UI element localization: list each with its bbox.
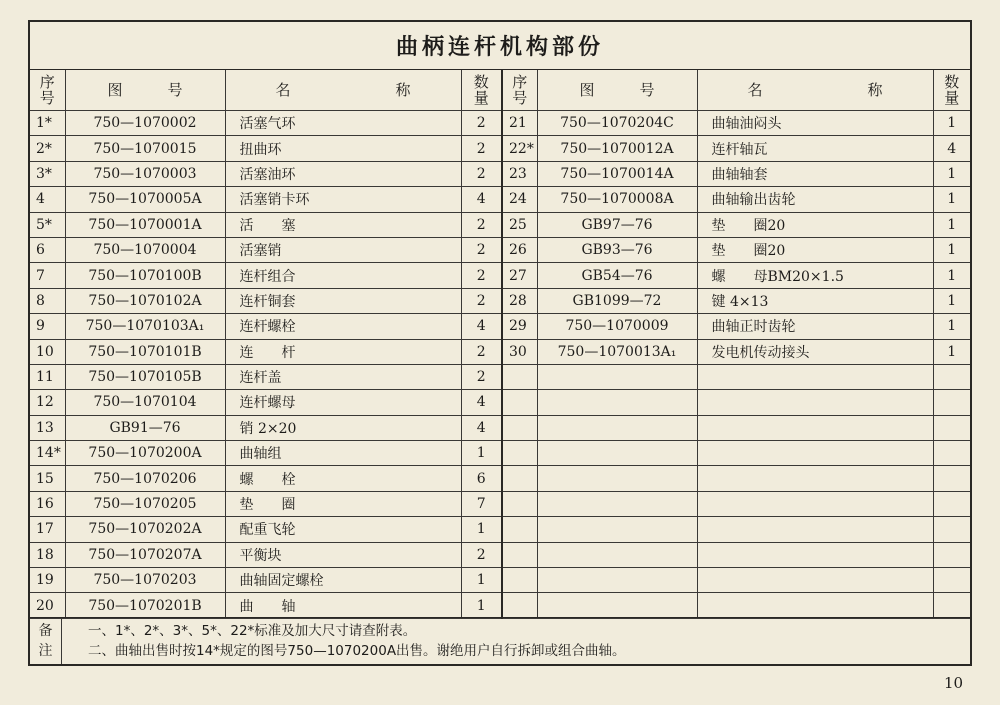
row-seq: 28: [502, 288, 537, 313]
row-qty: [933, 466, 970, 491]
row-seq: [502, 364, 537, 389]
row-name: 曲轴轴套: [697, 161, 933, 186]
row-seq: [502, 415, 537, 440]
table-header-row: [30, 70, 970, 111]
row-qty: 6: [461, 466, 502, 491]
row-drawing-no: 750—1070005A: [65, 187, 225, 212]
row-drawing-no: 750—1070012A: [537, 136, 697, 161]
header-drawing-no: 图 号: [65, 70, 225, 111]
row-drawing-no: 750—1070207A: [65, 542, 225, 567]
header-name: 名 称: [225, 70, 461, 111]
row-name: [697, 364, 933, 389]
row-drawing-no: 750—1070003: [65, 161, 225, 186]
row-qty: [933, 517, 970, 542]
table-row: [30, 161, 970, 186]
row-drawing-no: [537, 568, 697, 593]
row-seq: [502, 466, 537, 491]
header-seq: 序 号: [502, 70, 537, 111]
row-seq: [502, 491, 537, 516]
parts-table: [30, 70, 970, 619]
row-drawing-no: 750—1070004: [65, 237, 225, 262]
row-drawing-no: 750—1070100B: [65, 263, 225, 288]
row-seq: 30: [502, 339, 537, 364]
page-title: 曲柄连杆机构部份: [30, 22, 970, 70]
header-qty: 数 量: [933, 70, 970, 111]
table-row: [30, 339, 970, 364]
row-name: 平衡块: [225, 542, 461, 567]
row-seq: 2*: [30, 136, 65, 161]
row-qty: 1: [933, 237, 970, 262]
row-seq: 14*: [30, 441, 65, 466]
row-qty: 2: [461, 263, 502, 288]
row-qty: 4: [461, 187, 502, 212]
row-name: [697, 390, 933, 415]
row-seq: 1*: [30, 111, 65, 136]
header-name: 名 称: [697, 70, 933, 111]
row-name: 发电机传动接头: [697, 339, 933, 364]
remarks: [30, 617, 970, 664]
row-drawing-no: 750—1070202A: [65, 517, 225, 542]
row-drawing-no: 750—1070201B: [65, 593, 225, 618]
row-name: 扭曲环: [225, 136, 461, 161]
row-seq: 3*: [30, 161, 65, 186]
row-qty: 4: [461, 415, 502, 440]
row-name: [697, 517, 933, 542]
row-seq: 13: [30, 415, 65, 440]
row-name: 连杆铜套: [225, 288, 461, 313]
row-drawing-no: [537, 390, 697, 415]
row-qty: [933, 542, 970, 567]
row-seq: 5*: [30, 212, 65, 237]
row-name: 销 2×20: [225, 415, 461, 440]
row-drawing-no: 750—1070205: [65, 491, 225, 516]
row-name: 垫 圈: [225, 491, 461, 516]
row-qty: 4: [933, 136, 970, 161]
row-qty: [933, 364, 970, 389]
row-qty: 2: [461, 111, 502, 136]
row-qty: 2: [461, 542, 502, 567]
row-qty: 1: [933, 263, 970, 288]
table-row: [30, 263, 970, 288]
row-qty: 2: [461, 161, 502, 186]
table-row: [30, 237, 970, 262]
row-seq: 8: [30, 288, 65, 313]
row-qty: 1: [933, 187, 970, 212]
row-seq: 26: [502, 237, 537, 262]
row-qty: 1: [933, 161, 970, 186]
row-seq: 12: [30, 390, 65, 415]
row-seq: 25: [502, 212, 537, 237]
row-drawing-no: 750—1070103A₁: [65, 314, 225, 339]
remarks-body: [62, 618, 626, 664]
row-seq: 7: [30, 263, 65, 288]
row-qty: 2: [461, 136, 502, 161]
row-qty: 2: [461, 237, 502, 262]
row-drawing-no: GB91—76: [65, 415, 225, 440]
row-name: 键 4×13: [697, 288, 933, 313]
row-qty: [933, 491, 970, 516]
row-seq: [502, 542, 537, 567]
table-row: [30, 111, 970, 136]
row-drawing-no: GB93—76: [537, 237, 697, 262]
row-name: 曲轴油闷头: [697, 111, 933, 136]
row-drawing-no: 750—1070200A: [65, 441, 225, 466]
row-name: 曲轴组: [225, 441, 461, 466]
remarks-label: 备 注: [30, 618, 62, 664]
row-drawing-no: GB97—76: [537, 212, 697, 237]
row-qty: 2: [461, 212, 502, 237]
row-seq: 9: [30, 314, 65, 339]
row-qty: 1: [461, 517, 502, 542]
row-qty: 2: [461, 364, 502, 389]
row-drawing-no: GB1099—72: [537, 288, 697, 313]
row-qty: [933, 415, 970, 440]
table-row: [30, 212, 970, 237]
row-qty: [933, 593, 970, 618]
table-row: [30, 542, 970, 567]
row-name: [697, 441, 933, 466]
row-qty: 1: [933, 288, 970, 313]
row-qty: 4: [461, 390, 502, 415]
row-seq: 27: [502, 263, 537, 288]
row-qty: 1: [933, 111, 970, 136]
row-name: 连杆螺栓: [225, 314, 461, 339]
table-row: [30, 415, 970, 440]
row-name: 活塞气环: [225, 111, 461, 136]
row-seq: 11: [30, 364, 65, 389]
row-qty: [933, 568, 970, 593]
row-drawing-no: 750—1070204C: [537, 111, 697, 136]
row-drawing-no: 750—1070008A: [537, 187, 697, 212]
remark-line: 一、1*、2*、3*、5*、22*标准及加大尺寸请查附表。: [88, 623, 417, 639]
row-seq: 10: [30, 339, 65, 364]
row-qty: 2: [461, 288, 502, 313]
row-name: 曲轴固定螺栓: [225, 568, 461, 593]
row-name: 活塞销卡环: [225, 187, 461, 212]
row-drawing-no: GB54—76: [537, 263, 697, 288]
row-qty: 1: [933, 314, 970, 339]
row-drawing-no: 750—1070102A: [65, 288, 225, 313]
row-drawing-no: 750—1070101B: [65, 339, 225, 364]
row-name: 曲轴输出齿轮: [697, 187, 933, 212]
row-name: 垫 圈20: [697, 212, 933, 237]
row-name: 连杆组合: [225, 263, 461, 288]
row-name: 连杆螺母: [225, 390, 461, 415]
row-seq: 22*: [502, 136, 537, 161]
row-seq: 21: [502, 111, 537, 136]
row-seq: 15: [30, 466, 65, 491]
row-qty: 1: [933, 212, 970, 237]
row-drawing-no: 750—1070206: [65, 466, 225, 491]
row-drawing-no: 750—1070104: [65, 390, 225, 415]
remark-line: 二、曲轴出售时按14*规定的图号750—1070200A出售。谢绝用户自行拆卸或组合曲轴。: [88, 643, 626, 659]
row-name: 活塞销: [225, 237, 461, 262]
row-seq: [502, 517, 537, 542]
table-row: [30, 288, 970, 313]
row-name: [697, 568, 933, 593]
row-seq: 16: [30, 491, 65, 516]
row-qty: 1: [461, 441, 502, 466]
row-drawing-no: 750—1070013A₁: [537, 339, 697, 364]
row-seq: 4: [30, 187, 65, 212]
row-seq: [502, 568, 537, 593]
row-name: 垫 圈20: [697, 237, 933, 262]
row-drawing-no: [537, 364, 697, 389]
row-seq: 19: [30, 568, 65, 593]
row-qty: 1: [461, 568, 502, 593]
row-name: 活 塞: [225, 212, 461, 237]
row-drawing-no: 750—1070009: [537, 314, 697, 339]
row-qty: [933, 441, 970, 466]
row-qty: 2: [461, 339, 502, 364]
row-drawing-no: 750—1070015: [65, 136, 225, 161]
row-drawing-no: [537, 542, 697, 567]
header-seq: 序 号: [30, 70, 65, 111]
row-drawing-no: [537, 593, 697, 618]
row-drawing-no: 750—1070002: [65, 111, 225, 136]
row-seq: 29: [502, 314, 537, 339]
table-row: [30, 364, 970, 389]
table-row: [30, 491, 970, 516]
row-name: [697, 466, 933, 491]
header-drawing-no: 图 号: [537, 70, 697, 111]
row-name: [697, 491, 933, 516]
row-drawing-no: [537, 491, 697, 516]
row-qty: [933, 390, 970, 415]
row-qty: 1: [461, 593, 502, 618]
row-drawing-no: [537, 466, 697, 491]
row-name: [697, 542, 933, 567]
row-seq: 6: [30, 237, 65, 262]
row-name: 配重飞轮: [225, 517, 461, 542]
table-row: [30, 441, 970, 466]
row-drawing-no: [537, 517, 697, 542]
row-seq: [502, 390, 537, 415]
header-qty: 数 量: [461, 70, 502, 111]
row-seq: 18: [30, 542, 65, 567]
row-seq: 17: [30, 517, 65, 542]
row-drawing-no: [537, 415, 697, 440]
table-row: [30, 314, 970, 339]
table-row: [30, 466, 970, 491]
table-row: [30, 136, 970, 161]
table-row: [30, 517, 970, 542]
row-drawing-no: 750—1070203: [65, 568, 225, 593]
row-seq: 23: [502, 161, 537, 186]
row-qty: 1: [933, 339, 970, 364]
row-name: 活塞油环: [225, 161, 461, 186]
row-drawing-no: 750—1070014A: [537, 161, 697, 186]
page-number: 10: [944, 674, 964, 692]
table-row: [30, 568, 970, 593]
row-qty: 7: [461, 491, 502, 516]
row-drawing-no: [537, 441, 697, 466]
row-name: 连杆盖: [225, 364, 461, 389]
row-name: [697, 415, 933, 440]
row-seq: 20: [30, 593, 65, 618]
table-row: [30, 187, 970, 212]
row-drawing-no: 750—1070105B: [65, 364, 225, 389]
row-seq: [502, 441, 537, 466]
row-name: 曲轴正时齿轮: [697, 314, 933, 339]
row-name: 连 杆: [225, 339, 461, 364]
row-name: 螺 母BM20×1.5: [697, 263, 933, 288]
row-qty: 4: [461, 314, 502, 339]
row-seq: 24: [502, 187, 537, 212]
row-name: 螺 栓: [225, 466, 461, 491]
row-drawing-no: 750—1070001A: [65, 212, 225, 237]
parts-list-frame: [28, 20, 972, 666]
row-name: [697, 593, 933, 618]
table-row: [30, 593, 970, 618]
row-name: 曲 轴: [225, 593, 461, 618]
table-row: [30, 390, 970, 415]
row-name: 连杆轴瓦: [697, 136, 933, 161]
row-seq: [502, 593, 537, 618]
